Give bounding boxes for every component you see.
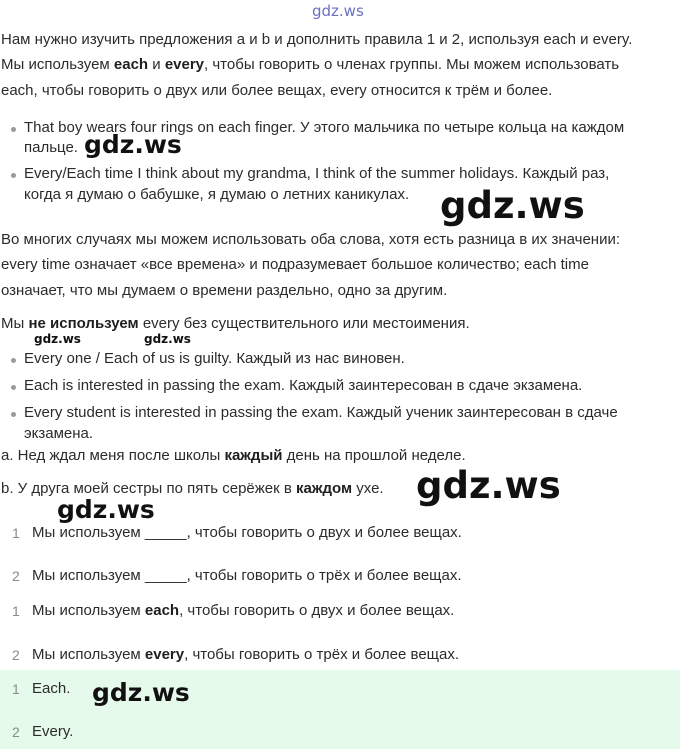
watermark: gdz.ws	[92, 678, 190, 707]
bullet-dot	[11, 127, 16, 132]
sentence-b: b. У друга моей сестры по пять серёжек в каждом ухе.	[1, 480, 384, 497]
task-number: 2	[12, 568, 20, 584]
bullet2-3-line1: Every student is interested in passing the exam. Каждый ученик заинтересован в сдаче	[24, 404, 618, 421]
sentence-b-bold: каждом	[296, 480, 353, 497]
para3: Мы не используем every без существительного или местоимения.	[1, 315, 470, 332]
solution-number: 2	[12, 647, 20, 663]
intro-line-2: Мы используем each и every, чтобы говорить о членах группы. Мы можем использовать	[1, 56, 620, 73]
watermark: gdz.ws	[144, 332, 191, 346]
sentence-a: a. Нед ждал меня после школы каждый день на прошлой неделе.	[1, 447, 466, 464]
bullet-dot	[11, 412, 16, 417]
para2-line1: Во многих случаях мы можем использовать оба слова, хотя есть разница в их значении:	[1, 231, 620, 248]
bullet2-1: Every one / Each of us is guilty. Каждый из нас виновен.	[24, 350, 405, 367]
solution-bold-each: each	[144, 602, 180, 619]
answer-number: 1	[12, 681, 20, 697]
bullet2-2: Each is interested in passing the exam. Каждый заинтересован в сдаче экзамена.	[24, 377, 583, 394]
intro-line-3: each, чтобы говорить о двух или более вещах, every относится к трём и более.	[1, 82, 553, 99]
para2-line3: означает, что мы думаем о времени раздельно, одно за другим.	[1, 282, 448, 299]
bullet1-1-line2: пальце.	[24, 139, 78, 156]
solution-number: 1	[12, 603, 20, 619]
answer-item-2: Every.	[32, 723, 74, 740]
answer-item-1: Each.	[32, 680, 71, 697]
solution-item-2: Мы используем every, чтобы говорить о трёх и более вещах.	[32, 646, 460, 663]
para3-bold: не используем	[28, 315, 139, 332]
bullet-dot	[11, 385, 16, 390]
watermark: gdz.ws	[416, 464, 561, 507]
answer-number: 2	[12, 724, 20, 740]
watermark-top: gdz.ws	[312, 2, 364, 20]
bullet1-2-line2: когда я думаю о бабушке, я думаю о летних каникулах.	[24, 186, 410, 203]
watermark: gdz.ws	[57, 495, 155, 524]
watermark: gdz.ws	[34, 332, 81, 346]
intro-line-1: Нам нужно изучить предложения a и b и дополнить правила 1 и 2, используя each и every.	[1, 31, 633, 48]
task-item-1: Мы используем _____, чтобы говорить о двух и более вещах.	[32, 524, 462, 541]
watermark: gdz.ws	[440, 184, 585, 227]
task-number: 1	[12, 525, 20, 541]
sentence-a-bold: каждый	[224, 447, 283, 464]
bullet2-3-line2: экзамена.	[24, 425, 94, 442]
bullet1-2-line1: Every/Each time I think about my grandma, I think of the summer holidays. Каждый раз,	[24, 165, 610, 182]
intro-bold-each: each	[113, 56, 149, 73]
intro-bold-every: every	[164, 56, 205, 73]
task-item-2: Мы используем _____, чтобы говорить о трёх и более вещах.	[32, 567, 462, 584]
solution-bold-every: every	[144, 646, 185, 663]
solution-item-1: Мы используем each, чтобы говорить о двух и более вещах.	[32, 602, 455, 619]
bullet-dot	[11, 358, 16, 363]
bullet-dot	[11, 173, 16, 178]
para2-line2: every time означает «все времена» и подразумевает большое количество; each time	[1, 256, 589, 273]
bullet1-1-line1: That boy wears four rings on each finger. У этого мальчика по четыре кольца на каждом	[24, 119, 625, 136]
watermark: gdz.ws	[84, 130, 182, 159]
